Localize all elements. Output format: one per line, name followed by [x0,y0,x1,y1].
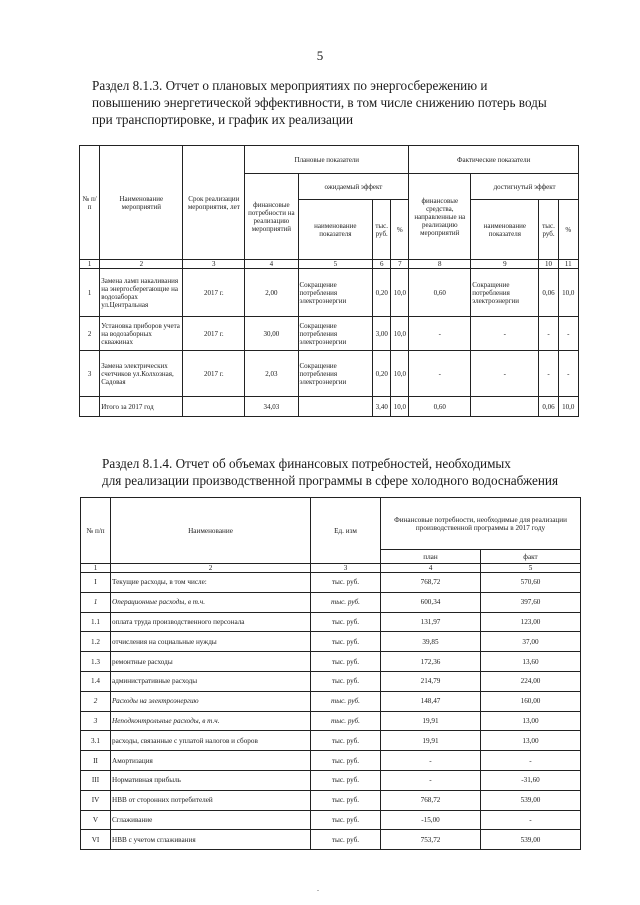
cell-name: оплата труда производственного персонала [111,612,311,632]
cell-effect: Сокращение потребления электроэнергии [298,269,373,317]
cell-fact: 13,60 [481,652,581,672]
header-fact: факт [481,550,581,564]
col-number: 1 [81,564,111,573]
cell-num: 1 [80,269,100,317]
col-number: 1 [80,260,100,269]
cell-unit: тыс. руб. [311,573,381,593]
cell-num: 2 [80,317,100,351]
col-number: 2 [111,564,311,573]
cell-plan: 214,79 [381,671,481,691]
cell-plan: - [381,770,481,790]
header-plan-fin: финансовые потребности на реализацию мероприятий [245,174,298,260]
cell-unit: тыс. руб. [311,830,381,850]
cell-name: Неподконтрольные расходы, в т.ч. [111,711,311,731]
cell-plan: 148,47 [381,691,481,711]
cell-num: 1.4 [81,671,111,691]
col-number: 6 [373,260,391,269]
cell-plan: 768,72 [381,573,481,593]
title-line: для реализации производственной программы в сфере холодного водоснабжения [102,473,559,488]
col-number: 2 [100,260,183,269]
table-row [81,671,581,691]
cell-name: расходы, связанные с уплатой налогов и сборов [111,731,311,751]
cell-unit: тыс. руб. [311,731,381,751]
cell-plan-fin: 30,00 [245,317,298,351]
cell-plan-fin: 2,03 [245,351,298,397]
section-8-1-3-title [92,77,592,128]
header-fact-group: Фактические показатели [409,146,579,174]
cell-unit: тыс. руб. [311,632,381,652]
cell-fact: 539,00 [481,830,581,850]
cell-rub: 0,20 [373,351,391,397]
cell-fact: -31,60 [481,770,581,790]
cell-unit: тыс. руб. [311,652,381,672]
table-row [81,612,581,632]
total-label: Итого за 2017 год [100,397,183,417]
cell-fact-fin: - [409,351,471,397]
cell-num: I [81,573,111,593]
cell-term: 2017 г. [183,351,245,397]
cell-num: 1.2 [81,632,111,652]
header-plan: план [381,550,481,564]
col-number: 3 [311,564,381,573]
cell-fact: 570,60 [481,573,581,593]
col-number: 8 [409,260,471,269]
cell-fact-fin: - [409,317,471,351]
cell-name: отчисления на социальные нужды [111,632,311,652]
table-row [81,691,581,711]
header-expected-effect: ожидаемый эффект [298,174,409,200]
cell-term: 2017 г. [183,317,245,351]
table-row [81,592,581,612]
cell-rub-fact: 0,06 [539,269,558,317]
header-unit: тыс. руб. [373,200,391,260]
cell-fact: 224,00 [481,671,581,691]
cell-plan: -15,00 [381,810,481,830]
cell-name: Амортизация [111,751,311,771]
cell-effect-fact: - [471,317,539,351]
cell-name: Операционные расходы, в т.ч. [111,592,311,612]
cell-pct: 10,0 [391,317,409,351]
cell-rub-fact: - [539,351,558,397]
cell-unit: тыс. руб. [311,711,381,731]
header-indicator-fact: наименование показателя [471,200,539,260]
cell-fact: 13,00 [481,731,581,751]
cell-plan: 753,72 [381,830,481,850]
table-row [81,751,581,771]
energy-saving-table [79,145,579,417]
col-number: 7 [391,260,409,269]
table-row [80,317,579,351]
cell-rub: 0,20 [373,269,391,317]
table-row [81,830,581,850]
cell-num: 1.3 [81,652,111,672]
cell-name: административные расходы [111,671,311,691]
cell-unit: тыс. руб. [311,671,381,691]
cell-plan: 131,97 [381,612,481,632]
cell-effect: Сокращение потребления электроэнергии [298,351,373,397]
col-number: 4 [245,260,298,269]
cell-fact-fin: 0,60 [409,269,471,317]
total-row [80,397,579,417]
title-line: повышению энергетической эффективности, в том числе снижению потерь воды [92,95,547,110]
cell-pct-fact: - [558,351,578,397]
title-line: при транспортировке, и график их реализации [92,112,354,127]
total-pct: 10,0 [391,397,409,417]
cell-unit: тыс. руб. [311,691,381,711]
cell-name: НВВ от сторонних потребителей [111,790,311,810]
header-unit-fact: тыс. руб. [539,200,558,260]
cell-num: V [81,810,111,830]
cell-plan: 768,72 [381,790,481,810]
cell-name: Нормативная прибыль [111,770,311,790]
cell-fact: - [481,751,581,771]
total-rub: 3,40 [373,397,391,417]
header-name: Наименование [111,498,311,564]
cell-name: Расходы на электроэнергию [111,691,311,711]
cell-fact: 539,00 [481,790,581,810]
cell-num: 1.1 [81,612,111,632]
header-indicator: наименование показателя [298,200,373,260]
cell-num: II [81,751,111,771]
header-num: № п/п [81,498,111,564]
cell-plan-fin: 2,00 [245,269,298,317]
header-term: Срок реализации мероприятия, лет [183,146,245,260]
header-num: № п/п [80,146,100,260]
header-unit: Ед. изм [311,498,381,564]
cell-fact: 160,00 [481,691,581,711]
total-pct-fact: 10,0 [558,397,578,417]
cell-name: Замена электрических счетчиков ул.Колхозная, Садовая [100,351,183,397]
cell-plan: 600,34 [381,592,481,612]
cell-fact: 13,00 [481,711,581,731]
table-row [81,652,581,672]
cell-effect-fact: Сокращение потребления электроэнергии [471,269,539,317]
cell-name: НВВ с учетом сглаживания [111,830,311,850]
cell-fact: - [481,810,581,830]
cell-name: Замена ламп накаливания на энергосберегающие на водозаборах ул.Центральная [100,269,183,317]
header-percent: % [391,200,409,260]
financial-needs-table [80,497,581,850]
cell-num: III [81,770,111,790]
cell-num: IV [81,790,111,810]
cell-pct-fact: - [558,317,578,351]
cell-plan: 39,85 [381,632,481,652]
footer-mark: . [317,884,319,893]
cell-term: 2017 г. [183,269,245,317]
cell-unit: тыс. руб. [311,612,381,632]
cell-num: 3 [80,351,100,397]
cell-effect-fact: - [471,351,539,397]
col-number: 5 [481,564,581,573]
cell-pct-fact: 10,0 [558,269,578,317]
cell-unit: тыс. руб. [311,751,381,771]
table-row [80,351,579,397]
title-line: Раздел 8.1.4. Отчет об объемах финансовых потребностей, необходимых [102,456,511,471]
cell-effect: Сокращение потребления электроэнергии [298,317,373,351]
cell-num: 3 [81,711,111,731]
table-row [81,770,581,790]
cell-pct: 10,0 [391,351,409,397]
cell-rub: 3,00 [373,317,391,351]
cell-name: ремонтные расходы [111,652,311,672]
cell-unit: тыс. руб. [311,810,381,830]
cell-plan: - [381,751,481,771]
cell-num: VI [81,830,111,850]
col-number: 11 [558,260,578,269]
cell-unit: тыс. руб. [311,592,381,612]
page-number: 5 [316,48,324,63]
table-row [81,790,581,810]
col-number: 4 [381,564,481,573]
col-number: 10 [539,260,558,269]
total-plan-fin: 34,03 [245,397,298,417]
section-8-1-4-title [102,455,582,489]
total-rub-fact: 0,06 [539,397,558,417]
col-number: 3 [183,260,245,269]
cell-fact: 37,00 [481,632,581,652]
header-achieved-effect: достигнутый эффект [471,174,579,200]
col-number: 5 [298,260,373,269]
cell-rub-fact: - [539,317,558,351]
header-percent-fact: % [558,200,578,260]
table-row [81,711,581,731]
cell-name: Сглаживание [111,810,311,830]
cell-plan: 172,36 [381,652,481,672]
cell-plan: 19,91 [381,731,481,751]
cell-name: Текущие расходы, в том числе: [111,573,311,593]
cell-pct: 10,0 [391,269,409,317]
header-name: Наименование мероприятий [100,146,183,260]
header-needs: Финансовые потребности, необходимые для реализации производственной программы в 2017 году [381,498,581,550]
cell-fact: 397,60 [481,592,581,612]
cell-num: 2 [81,691,111,711]
table-row [81,573,581,593]
cell-fact: 123,00 [481,612,581,632]
col-number: 9 [471,260,539,269]
header-plan-group: Плановые показатели [245,146,409,174]
table-row [81,810,581,830]
title-line: Раздел 8.1.3. Отчет о плановых мероприятиях по энергосбережению и [92,78,488,93]
table-row [80,269,579,317]
table-row [81,731,581,751]
table-row [81,632,581,652]
cell-plan: 19,91 [381,711,481,731]
total-fact-fin: 0,60 [409,397,471,417]
cell-unit: тыс. руб. [311,790,381,810]
header-fact-fin: финансовые средства, направленные на реализацию мероприятий [409,174,471,260]
cell-unit: тыс. руб. [311,770,381,790]
cell-name: Установка приборов учета на водозаборных скважинах [100,317,183,351]
cell-num: 1 [81,592,111,612]
cell-num: 3.1 [81,731,111,751]
